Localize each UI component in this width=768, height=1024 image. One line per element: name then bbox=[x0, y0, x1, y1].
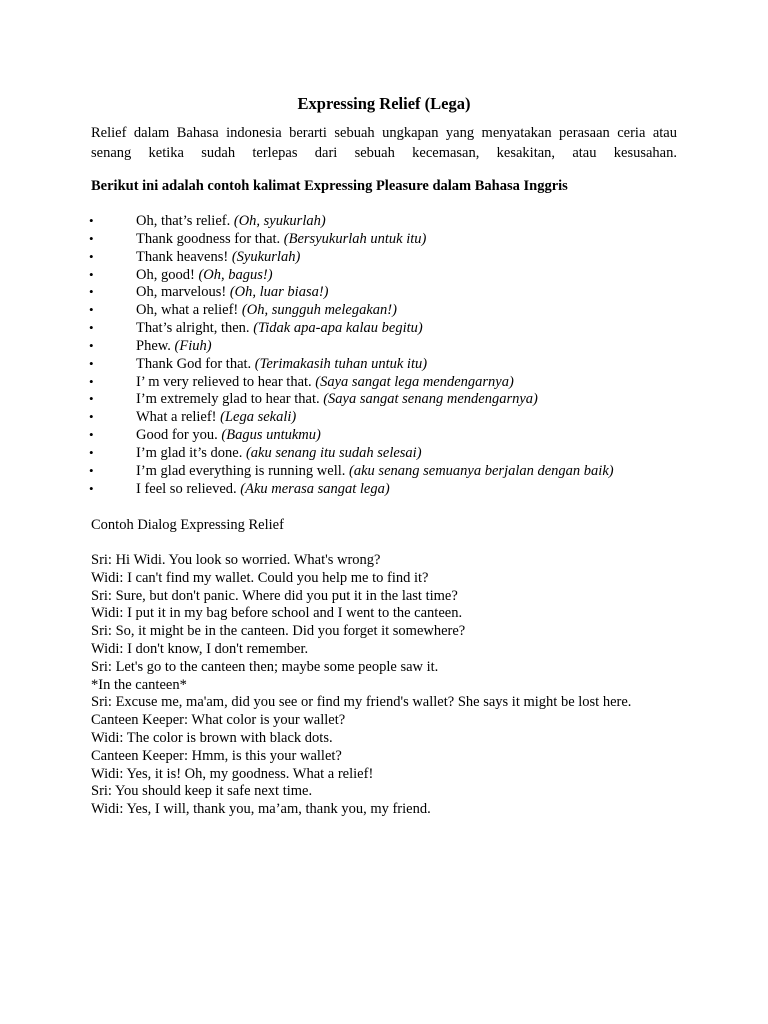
phrase-text bbox=[136, 390, 538, 408]
phrase-translation: (Bagus untukmu) bbox=[221, 427, 321, 444]
phrase-english: That’s alright, then. bbox=[136, 320, 250, 337]
phrase-english: Oh, that’s relief. bbox=[136, 213, 231, 229]
phrase-english: I feel so relieved. bbox=[136, 480, 237, 497]
phrase-translation: (aku senang itu sudah selesai) bbox=[245, 444, 422, 461]
phrase-text bbox=[136, 426, 321, 444]
phrase-translation: (aku senang semuanya berjalan dengan baik) bbox=[349, 462, 614, 479]
bullet-icon: • bbox=[89, 391, 94, 407]
phrase-english: I’m glad everything is running well. bbox=[136, 462, 346, 479]
phrase-translation: (Oh, syukurlah) bbox=[233, 213, 326, 229]
phrase-translation: (Tidak apa-apa kalau begitu) bbox=[253, 320, 423, 337]
phrase-translation: (Oh, luar biasa!) bbox=[229, 284, 329, 301]
dialog-heading: Contoh Dialog Expressing Relief bbox=[91, 517, 284, 533]
phrase-translation: (Aku merasa sangat lega) bbox=[240, 480, 390, 497]
phrase-english: I’m glad it’s done. bbox=[136, 444, 243, 461]
phrase-english: I’ m very relieved to hear that. bbox=[136, 373, 312, 390]
phrase-text bbox=[136, 283, 329, 301]
phrase-translation: (Terimakasih tuhan untuk itu) bbox=[254, 355, 428, 372]
phrase-text bbox=[136, 355, 427, 373]
intro-paragraph bbox=[91, 123, 677, 163]
phrase-english: Good for you. bbox=[136, 427, 218, 444]
page-title: Expressing Relief (Lega) bbox=[297, 94, 471, 113]
dialog bbox=[91, 551, 631, 818]
dialog-line: Sri: So, it might be in the canteen. Did you forget it somewhere? bbox=[91, 623, 466, 640]
bullet-icon: • bbox=[89, 230, 94, 246]
bullet-icon: • bbox=[89, 355, 94, 371]
phrase-translation: (Saya sangat lega mendengarnya) bbox=[315, 373, 514, 390]
bullet-icon: • bbox=[89, 409, 94, 425]
phrase-translation: (Bersyukurlah untuk itu) bbox=[283, 230, 427, 247]
intro-line: Relief dalam Bahasa indonesia berarti sebuah ungkapan yang menyatakan perasaan ceria atau bbox=[91, 125, 677, 141]
phrase-english: Phew. bbox=[136, 337, 171, 354]
bullet-icon: • bbox=[89, 213, 94, 228]
bullet-icon: • bbox=[89, 266, 94, 282]
dialog-line: Widi: I put it in my bag before school and I went to the canteen. bbox=[91, 605, 463, 622]
phrase-translation: (Oh, bagus!) bbox=[198, 266, 273, 283]
dialog-line: Canteen Keeper: What color is your wallet? bbox=[91, 712, 346, 729]
phrase-translation: (Oh, sungguh melegakan!) bbox=[241, 302, 397, 319]
bullet-icon: • bbox=[89, 373, 94, 389]
dialog-line: Widi: Yes, it is! Oh, my goodness. What a relief! bbox=[91, 765, 374, 782]
phrase-english: I’m extremely glad to hear that. bbox=[136, 391, 320, 408]
intro-line: senang ketika sudah terlepas dari sebuah kecemasan, kesakitan, atau kesusahan. bbox=[91, 145, 677, 161]
phrase-text bbox=[136, 248, 300, 266]
bullet-icon: • bbox=[89, 248, 94, 264]
phrase-translation: (Saya sangat senang mendengarnya) bbox=[323, 391, 538, 408]
bullet-icon: • bbox=[89, 444, 94, 460]
phrase-text bbox=[136, 462, 614, 480]
bullet-icon: • bbox=[89, 427, 94, 443]
phrase-english: Oh, what a relief! bbox=[136, 302, 239, 319]
phrase-text bbox=[136, 301, 397, 319]
dialog-line: Sri: Let's go to the canteen then; maybe some people saw it. bbox=[91, 658, 439, 675]
bullet-icon: • bbox=[89, 320, 94, 336]
phrase-translation: (Fiuh) bbox=[174, 337, 212, 354]
phrase-text bbox=[136, 319, 423, 337]
dialog-line: Canteen Keeper: Hmm, is this your wallet? bbox=[91, 747, 342, 764]
dialog-line: Sri: Hi Widi. You look so worried. What's wrong? bbox=[91, 552, 381, 568]
phrase-translation: (Lega sekali) bbox=[220, 409, 297, 426]
bullet-icon: • bbox=[89, 480, 94, 496]
phrase-text bbox=[136, 230, 426, 248]
phrase-text bbox=[136, 337, 212, 355]
phrase-english: Thank God for that. bbox=[136, 355, 252, 372]
phrase-text bbox=[136, 408, 296, 426]
examples-heading: Berikut ini adalah contoh kalimat Expressing Pleasure dalam Bahasa Inggris bbox=[91, 178, 568, 194]
dialog-line: Widi: Yes, I will, thank you, ma’am, thank you, my friend. bbox=[91, 801, 431, 818]
dialog-line: Sri: Excuse me, ma'am, did you see or find my friend's wallet? She says it might be lost here. bbox=[91, 694, 632, 711]
dialog-line: Sri: You should keep it safe next time. bbox=[91, 783, 313, 800]
phrase-english: Thank goodness for that. bbox=[136, 230, 281, 247]
phrase-english: What a relief! bbox=[136, 409, 217, 426]
phrase-english: Oh, marvelous! bbox=[136, 284, 227, 301]
phrase-text bbox=[136, 212, 326, 230]
dialog-line: Widi: The color is brown with black dots. bbox=[91, 729, 333, 746]
phrase-text bbox=[136, 444, 422, 462]
phrase-english: Oh, good! bbox=[136, 266, 195, 283]
phrase-text bbox=[136, 373, 514, 391]
bullet-icon: • bbox=[89, 337, 94, 353]
bullet-icon: • bbox=[89, 462, 94, 478]
dialog-line: Widi: I can't find my wallet. Could you help me to find it? bbox=[91, 569, 429, 586]
bullet-icon: • bbox=[89, 284, 94, 300]
dialog-line: Widi: I don't know, I don't remember. bbox=[91, 640, 309, 657]
phrase-text bbox=[136, 266, 273, 284]
dialog-line: Sri: Sure, but don't panic. Where did you put it in the last time? bbox=[91, 587, 458, 604]
phrase-text bbox=[136, 480, 390, 498]
phrase-english: Thank heavens! bbox=[136, 248, 229, 265]
bullet-icon: • bbox=[89, 302, 94, 318]
dialog-line: *In the canteen* bbox=[91, 676, 187, 693]
phrase-translation: (Syukurlah) bbox=[231, 248, 301, 265]
